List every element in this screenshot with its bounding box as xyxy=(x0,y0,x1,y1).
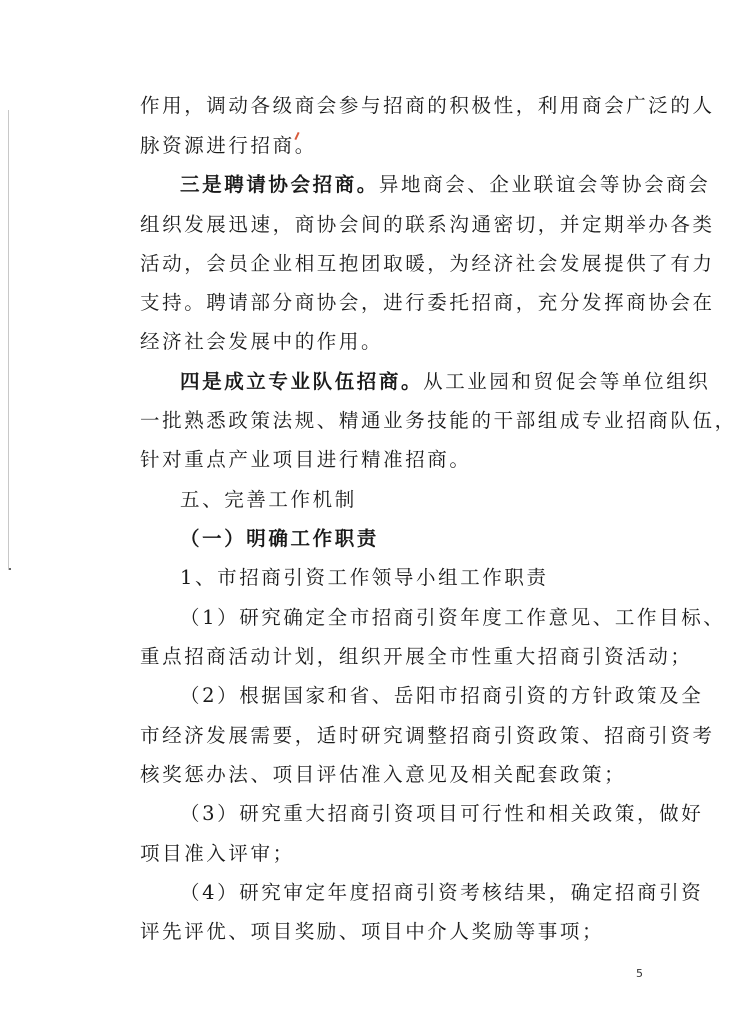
text-line: （1）研究确定全市招商引资年度工作意见、工作目标、 xyxy=(180,606,726,629)
section-heading: 五、完善工作机制 xyxy=(180,488,357,511)
text-line: 一批熟悉政策法规、精通业务技能的干部组成专业招商队伍， xyxy=(140,409,737,432)
text-line: 项目准入评审； xyxy=(140,842,295,865)
text-line: （4）研究审定年度招商引资考核结果，确定招商引资 xyxy=(180,881,704,904)
scan-speck xyxy=(9,568,11,570)
text-line: （2）根据国家和省、岳阳市招商引资的方针政策及全 xyxy=(180,684,704,707)
text-line: 评先评优、项目奖励、项目中介人奖励等事项； xyxy=(140,920,605,943)
bold-heading: 四是成立专业队伍招商。 xyxy=(180,370,424,393)
text-line: 市经济发展需要，适时研究调整招商引资政策、招商引资考 xyxy=(140,724,715,747)
text-line: 脉资源进行招商。 xyxy=(140,134,317,157)
scan-edge-line xyxy=(8,110,9,570)
text-line: 作用，调动各级商会参与招商的积极性，利用商会广泛的人 xyxy=(140,94,715,117)
text-line: 组织发展迅速，商协会间的联系沟通密切，并定期举办各类 xyxy=(140,213,715,236)
text-line: 活动，会员企业相互抱团取暖，为经济社会发展提供了有力 xyxy=(140,252,715,275)
page-number: 5 xyxy=(636,967,643,980)
subsection-heading: （一）明确工作职责 xyxy=(180,527,379,550)
text-line: 核奖惩办法、项目评估准入意见及相关配套政策； xyxy=(140,763,627,786)
text-line: （3）研究重大招商引资项目可行性和相关政策，做好 xyxy=(180,802,704,825)
text-line: 三是聘请协会招商。异地商会、企业联谊会等协会商会 xyxy=(180,173,711,196)
text-line: 支持。聘请部分商协会，进行委托招商，充分发挥商协会在 xyxy=(140,291,715,314)
text-line: 重点招商活动计划，组织开展全市性重大招商引资活动； xyxy=(140,645,693,668)
text-line: 经济社会发展中的作用。 xyxy=(140,330,384,353)
text-line: 针对重点产业项目进行精准招商。 xyxy=(140,448,472,471)
text-line: 四是成立专业队伍招商。从工业园和贸促会等单位组织 xyxy=(180,370,711,393)
bold-heading: 三是聘请协会招商。 xyxy=(180,173,379,196)
item-heading: 1、市招商引资工作领导小组工作职责 xyxy=(180,566,549,589)
